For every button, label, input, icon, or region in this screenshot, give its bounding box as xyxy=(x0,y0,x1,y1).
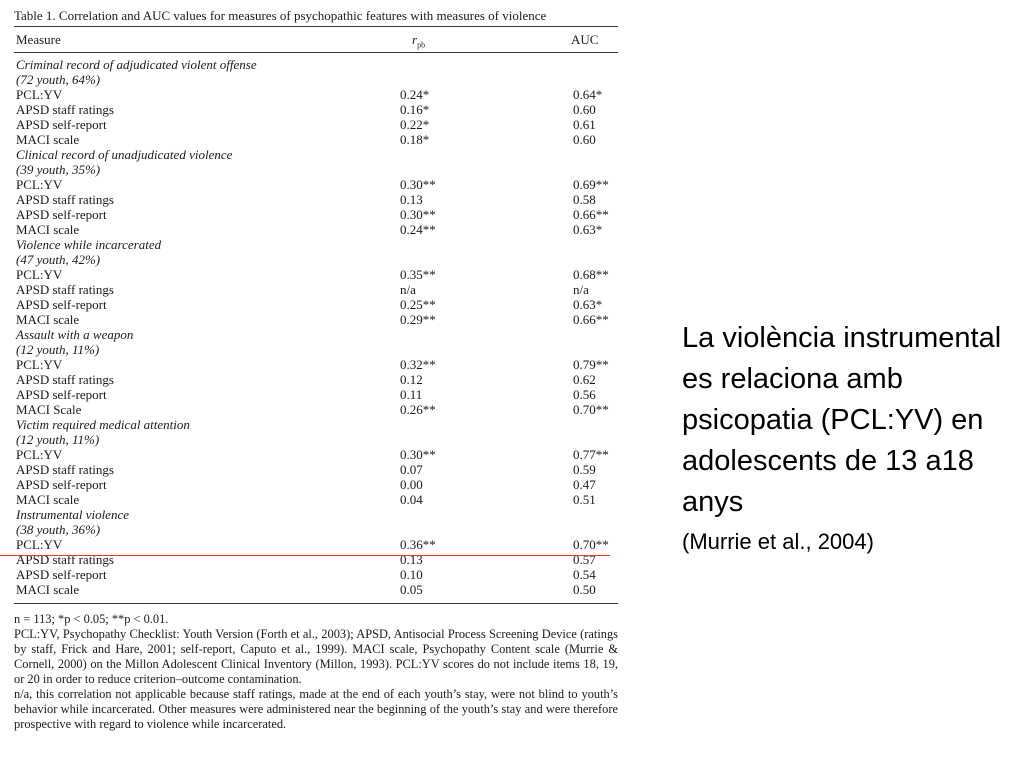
cell-measure: APSD self-report xyxy=(16,477,107,492)
cell-measure: APSD staff ratings xyxy=(16,282,114,297)
cell-auc: 0.69** xyxy=(573,177,609,192)
table-row xyxy=(14,372,618,387)
cell-rpb: 0.04 xyxy=(400,492,423,507)
table-row xyxy=(14,312,618,327)
cell-rpb: 0.29** xyxy=(400,312,436,327)
table-row xyxy=(14,267,618,282)
cell-measure: PCL:YV xyxy=(16,177,63,192)
cell-auc: 0.51 xyxy=(573,492,596,507)
cell-measure: MACI scale xyxy=(16,492,80,507)
side-citation: (Murrie et al., 2004) xyxy=(682,529,874,554)
cell-auc: 0.63* xyxy=(573,222,603,237)
note-abbreviations: PCL:YV, Psychopathy Checklist: Youth Version (Forth et al., 2003); APSD, Antisocial Process Screening Device (ratings by staff, Frick and Hare, 2001; self-report, Caputo et al., 1999). MACI scale, Psychopathy Content scale (Murrie & Cornell, 2000) on the Millon Adolescent Clinical Inventory (Millon, 1993). PCL:YV scores do not include items 18, 19, or 20 in order to reduce criterion–outcome contamination. xyxy=(14,627,618,686)
cell-measure: MACI scale xyxy=(16,312,80,327)
cell-measure: PCL:YV xyxy=(16,537,63,552)
cell-measure: APSD self-report xyxy=(16,567,107,582)
cell-rpb: 0.22* xyxy=(400,117,430,132)
group-subtitle: (39 youth, 35%) xyxy=(16,162,101,177)
cell-rpb: 0.13 xyxy=(400,192,423,207)
cell-rpb: 0.18* xyxy=(400,132,430,147)
cell-measure: MACI scale xyxy=(16,222,80,237)
cell-rpb: 0.13 xyxy=(400,552,423,567)
table-row xyxy=(14,117,618,132)
group-subtitle: (12 youth, 11%) xyxy=(16,432,100,447)
cell-auc: 0.58 xyxy=(573,192,596,207)
table-row xyxy=(14,492,618,507)
cell-rpb: 0.10 xyxy=(400,567,423,582)
table-row xyxy=(14,537,618,552)
cell-measure: APSD staff ratings xyxy=(16,372,114,387)
cell-measure: PCL:YV xyxy=(16,267,63,282)
cell-auc: 0.66** xyxy=(573,312,609,327)
table-notes xyxy=(14,612,618,732)
cell-rpb: 0.30** xyxy=(400,177,436,192)
cell-measure: APSD self-report xyxy=(16,297,107,312)
bottom-rule xyxy=(14,603,618,604)
cell-rpb: 0.30** xyxy=(400,447,436,462)
cell-auc: 0.62 xyxy=(573,372,596,387)
cell-auc: 0.77** xyxy=(573,447,609,462)
table-row xyxy=(14,222,618,237)
group-title: Clinical record of unadjudicated violence xyxy=(16,147,233,162)
table-row xyxy=(14,387,618,402)
table-row xyxy=(14,102,618,117)
table-row xyxy=(14,402,618,417)
side-annotation xyxy=(682,318,1012,557)
cell-measure: APSD self-report xyxy=(16,207,107,222)
cell-rpb: 0.12 xyxy=(400,372,423,387)
cell-rpb: 0.07 xyxy=(400,462,423,477)
table-row xyxy=(14,132,618,147)
table-row xyxy=(14,177,618,192)
note-na: n/a, this correlation not applicable because staff ratings, made at the end of each youth’s stay, were not blind to youth’s behavior while incarcerated. Other measures were administered near the beginning of the youth’s stay and were therefore prospective with regard to violence while incarcerated. xyxy=(14,687,618,731)
cell-auc: 0.64* xyxy=(573,87,603,102)
cell-rpb: 0.32** xyxy=(400,357,436,372)
side-main-text: La violència instrumental es relaciona amb psicopatia (PCL:YV) en adolescents de 13 a18 anys xyxy=(682,322,1002,518)
table-row xyxy=(14,207,618,222)
table-row xyxy=(14,282,618,297)
table-header xyxy=(14,27,618,52)
header-auc: AUC xyxy=(571,32,599,47)
group-subtitle: (72 youth, 64%) xyxy=(16,72,101,87)
cell-rpb: 0.16* xyxy=(400,102,430,117)
table-row xyxy=(14,297,618,312)
cell-measure: APSD self-report xyxy=(16,117,107,132)
cell-measure: APSD staff ratings xyxy=(16,192,114,207)
table-row xyxy=(14,357,618,372)
cell-auc: 0.60 xyxy=(573,102,596,117)
cell-rpb: 0.24* xyxy=(400,87,430,102)
cell-measure: APSD staff ratings xyxy=(16,102,114,117)
cell-rpb: 0.26** xyxy=(400,402,436,417)
table-row xyxy=(14,462,618,477)
cell-auc: 0.54 xyxy=(573,567,596,582)
cell-rpb: n/a xyxy=(400,282,416,297)
table-row xyxy=(14,567,618,582)
cell-auc: 0.50 xyxy=(573,582,596,597)
cell-auc: 0.61 xyxy=(573,117,596,132)
cell-auc: 0.56 xyxy=(573,387,596,402)
highlight-underline xyxy=(0,555,610,556)
cell-measure: PCL:YV xyxy=(16,447,63,462)
cell-rpb: 0.30** xyxy=(400,207,436,222)
cell-measure: MACI scale xyxy=(16,582,80,597)
cell-auc: 0.79** xyxy=(573,357,609,372)
cell-measure: PCL:YV xyxy=(16,357,63,372)
group-subtitle: (47 youth, 42%) xyxy=(16,252,101,267)
cell-rpb: 0.11 xyxy=(400,387,423,402)
table-row xyxy=(14,87,618,102)
table-body xyxy=(14,53,618,597)
cell-auc: n/a xyxy=(573,282,589,297)
cell-measure: APSD staff ratings xyxy=(16,462,114,477)
cell-auc: 0.70** xyxy=(573,537,609,552)
cell-auc: 0.57 xyxy=(573,552,596,567)
cell-auc: 0.63* xyxy=(573,297,603,312)
cell-auc: 0.59 xyxy=(573,462,596,477)
cell-measure: PCL:YV xyxy=(16,87,63,102)
table-row xyxy=(14,447,618,462)
cell-rpb: 0.05 xyxy=(400,582,423,597)
header-rpb: $r_{pb}$ xyxy=(412,32,426,50)
group-subtitle: (12 youth, 11%) xyxy=(16,342,100,357)
group-title: Violence while incarcerated xyxy=(16,237,162,252)
cell-auc: 0.47 xyxy=(573,477,596,492)
cell-auc: 0.66** xyxy=(573,207,609,222)
cell-rpb: 0.35** xyxy=(400,267,436,282)
group-title: Victim required medical attention xyxy=(16,417,190,432)
cell-rpb: 0.36** xyxy=(400,537,436,552)
table-row xyxy=(14,192,618,207)
note-significance: n = 113; *p < 0.05; **p < 0.01. xyxy=(14,612,169,626)
group-title: Criminal record of adjudicated violent offense xyxy=(16,57,257,72)
header-measure: Measure xyxy=(16,32,61,47)
cell-rpb: 0.25** xyxy=(400,297,436,312)
group-title: Assault with a weapon xyxy=(16,327,134,342)
table-row xyxy=(14,582,618,597)
cell-measure: APSD staff ratings xyxy=(16,552,114,567)
cell-measure: APSD self-report xyxy=(16,387,107,402)
cell-auc: 0.68** xyxy=(573,267,609,282)
cell-measure: MACI Scale xyxy=(16,402,82,417)
group-title: Instrumental violence xyxy=(16,507,129,522)
cell-rpb: 0.00 xyxy=(400,477,423,492)
cell-auc: 0.70** xyxy=(573,402,609,417)
cell-rpb: 0.24** xyxy=(400,222,436,237)
table-caption: Table 1. Correlation and AUC values for measures of psychopathic features with measures of violence xyxy=(14,8,547,23)
cell-measure: MACI scale xyxy=(16,132,80,147)
group-subtitle: (38 youth, 36%) xyxy=(16,522,101,537)
table-row xyxy=(14,477,618,492)
cell-auc: 0.60 xyxy=(573,132,596,147)
table-panel xyxy=(14,6,618,732)
